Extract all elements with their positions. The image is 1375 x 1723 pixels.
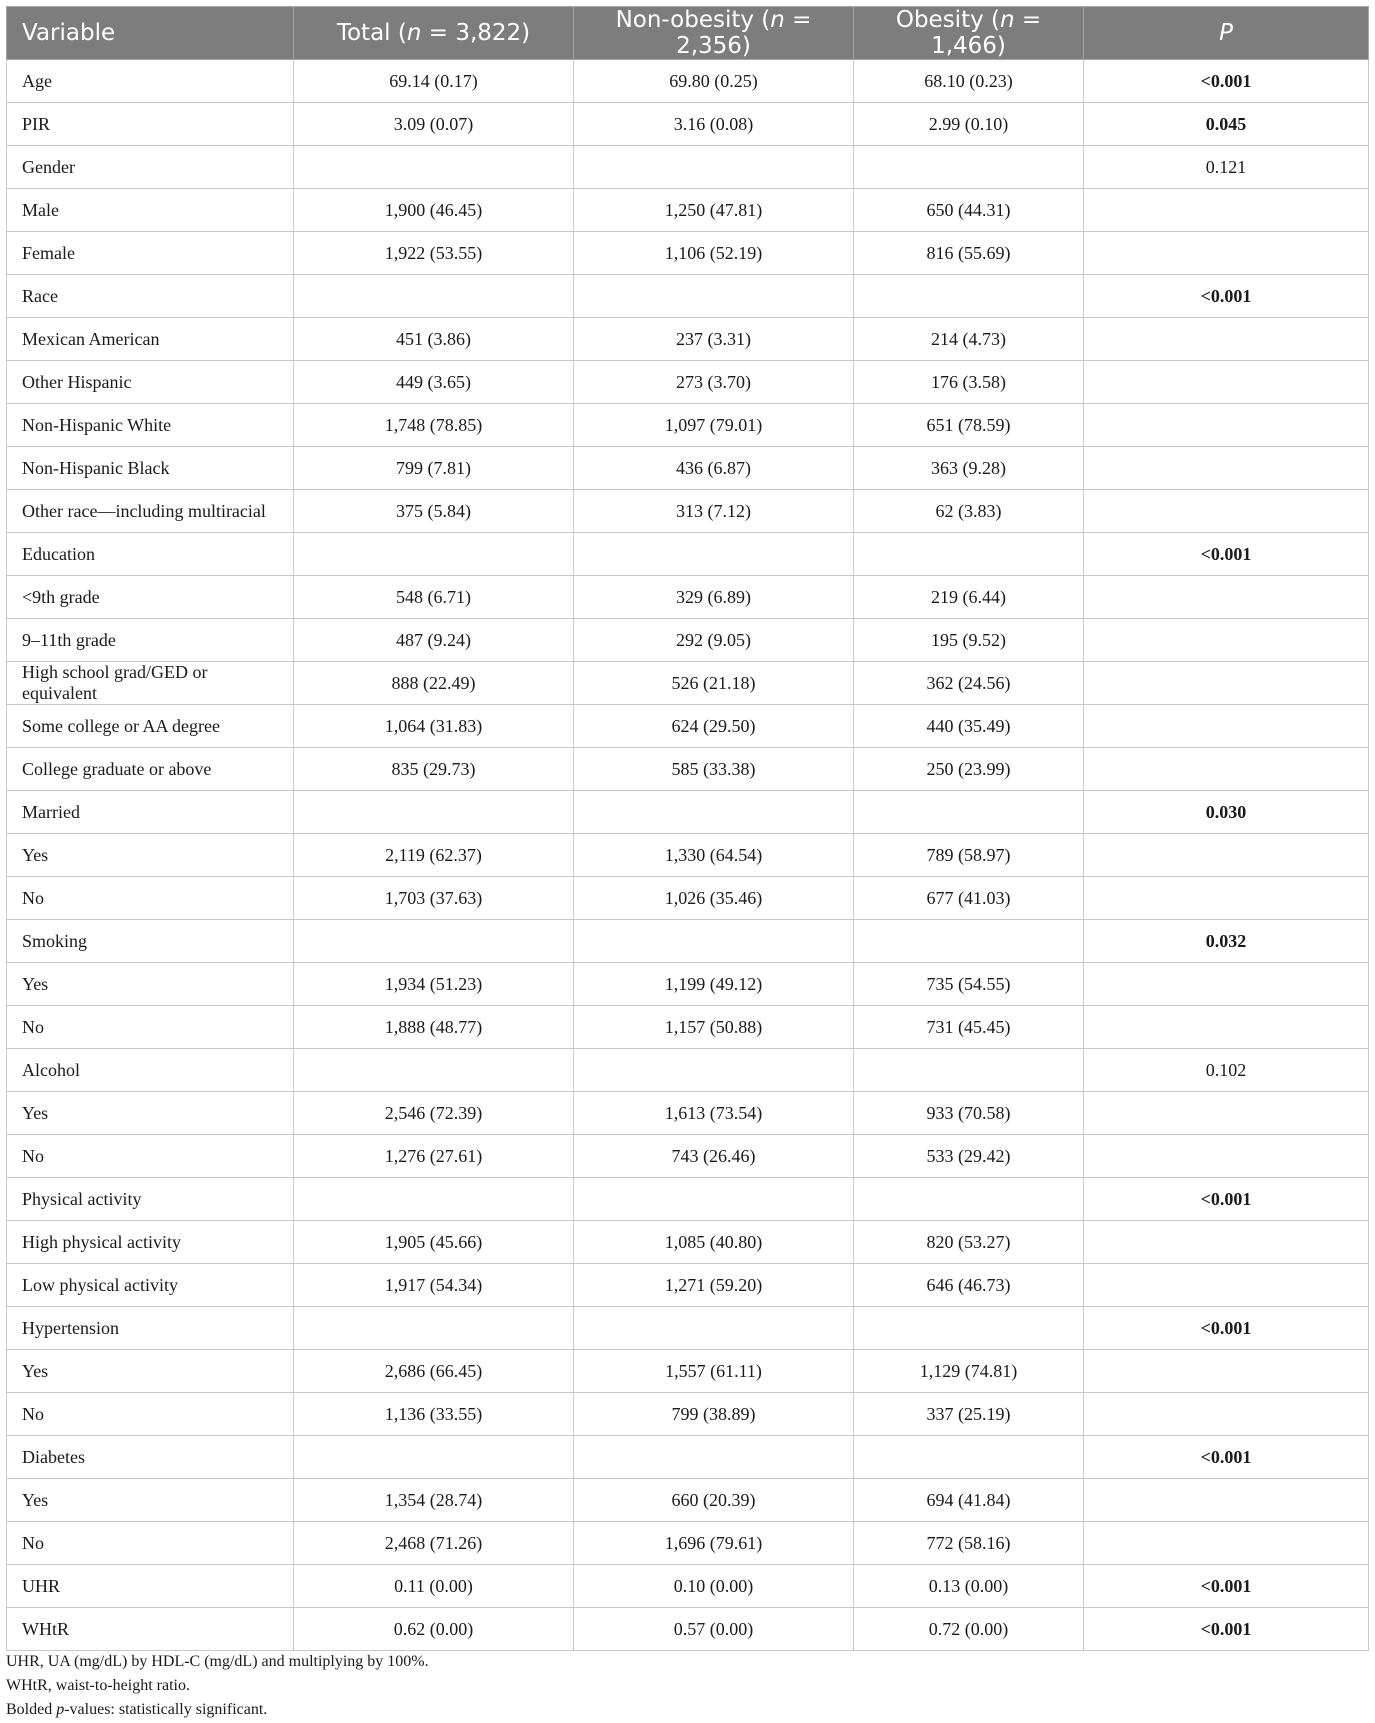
table-row [7,834,1369,877]
cell-total [294,533,574,576]
cell-p-value [1084,1393,1369,1436]
cell-p-value: 0.121 [1084,146,1369,189]
cell-variable: Yes [7,1350,294,1393]
cell-obesity: 933 (70.58) [854,1092,1084,1135]
cell-non-obesity [574,275,854,318]
cell-p-value [1084,963,1369,1006]
cell-non-obesity: 1,557 (61.11) [574,1350,854,1393]
cell-total: 487 (9.24) [294,619,574,662]
cell-obesity: 772 (58.16) [854,1522,1084,1565]
cell-variable: No [7,877,294,920]
table-row [7,1307,1369,1350]
header-p-label: P [1219,20,1233,46]
cell-p-value [1084,834,1369,877]
cell-variable: Education [7,533,294,576]
table-row [7,705,1369,748]
characteristics-table [6,6,1369,1651]
header-obesity-n: n [999,7,1015,33]
characteristics-table-container [6,6,1368,1651]
table-row [7,1479,1369,1522]
table-row [7,533,1369,576]
cell-obesity: 2.99 (0.10) [854,103,1084,146]
cell-non-obesity [574,1178,854,1221]
table-row [7,490,1369,533]
cell-variable: 9–11th grade [7,619,294,662]
cell-non-obesity: 0.57 (0.00) [574,1608,854,1651]
cell-p-value [1084,576,1369,619]
cell-p-value [1084,318,1369,361]
cell-p-value [1084,490,1369,533]
cell-total [294,146,574,189]
cell-non-obesity [574,1436,854,1479]
cell-variable: Mexican American [7,318,294,361]
cell-variable: Physical activity [7,1178,294,1221]
cell-variable: High physical activity [7,1221,294,1264]
table-row [7,146,1369,189]
cell-non-obesity: 1,330 (64.54) [574,834,854,877]
cell-total: 1,905 (45.66) [294,1221,574,1264]
table-row [7,1221,1369,1264]
cell-total: 1,922 (53.55) [294,232,574,275]
table-row [7,963,1369,1006]
cell-obesity: 440 (35.49) [854,705,1084,748]
cell-variable: No [7,1135,294,1178]
header-nonobesity-suffix: = 2,356) [676,7,812,59]
cell-obesity: 1,129 (74.81) [854,1350,1084,1393]
cell-obesity: 337 (25.19) [854,1393,1084,1436]
cell-non-obesity [574,533,854,576]
cell-p-value: <0.001 [1084,533,1369,576]
cell-total: 1,917 (54.34) [294,1264,574,1307]
cell-p-value [1084,705,1369,748]
table-row [7,103,1369,146]
cell-variable: Other race—including multiracial [7,490,294,533]
cell-p-value [1084,1479,1369,1522]
cell-obesity [854,275,1084,318]
header-obesity [854,7,1084,60]
cell-non-obesity: 1,097 (79.01) [574,404,854,447]
cell-total: 799 (7.81) [294,447,574,490]
table-row [7,1264,1369,1307]
cell-non-obesity: 273 (3.70) [574,361,854,404]
cell-variable: Alcohol [7,1049,294,1092]
cell-non-obesity [574,146,854,189]
table-row [7,447,1369,490]
cell-total: 2,119 (62.37) [294,834,574,877]
cell-non-obesity: 526 (21.18) [574,662,854,705]
cell-non-obesity: 329 (6.89) [574,576,854,619]
cell-non-obesity: 1,271 (59.20) [574,1264,854,1307]
cell-variable: <9th grade [7,576,294,619]
cell-variable: Hypertension [7,1307,294,1350]
cell-total [294,275,574,318]
cell-total: 888 (22.49) [294,662,574,705]
cell-obesity [854,920,1084,963]
table-row [7,1049,1369,1092]
cell-total [294,791,574,834]
cell-non-obesity: 1,157 (50.88) [574,1006,854,1049]
table-footnotes [6,1650,1368,1722]
cell-total [294,920,574,963]
table-row [7,1135,1369,1178]
header-obesity-suffix: = 1,466) [931,7,1042,59]
cell-obesity: 816 (55.69) [854,232,1084,275]
cell-variable: Yes [7,963,294,1006]
cell-obesity: 219 (6.44) [854,576,1084,619]
cell-obesity: 651 (78.59) [854,404,1084,447]
cell-non-obesity: 1,106 (52.19) [574,232,854,275]
cell-obesity: 646 (46.73) [854,1264,1084,1307]
cell-non-obesity [574,920,854,963]
cell-obesity: 62 (3.83) [854,490,1084,533]
cell-p-value [1084,1221,1369,1264]
table-body [7,60,1369,1651]
header-total-prefix: Total ( [336,20,407,46]
cell-obesity: 363 (9.28) [854,447,1084,490]
cell-obesity: 0.13 (0.00) [854,1565,1084,1608]
cell-obesity [854,146,1084,189]
cell-non-obesity: 799 (38.89) [574,1393,854,1436]
cell-variable: College graduate or above [7,748,294,791]
table-row [7,1006,1369,1049]
cell-obesity: 362 (24.56) [854,662,1084,705]
table-row [7,920,1369,963]
cell-non-obesity: 292 (9.05) [574,619,854,662]
cell-total: 1,900 (46.45) [294,189,574,232]
cell-obesity: 789 (58.97) [854,834,1084,877]
cell-variable: No [7,1006,294,1049]
header-p [1084,7,1369,60]
cell-obesity [854,1178,1084,1221]
cell-non-obesity: 0.10 (0.00) [574,1565,854,1608]
cell-variable: Race [7,275,294,318]
header-nonobesity-prefix: Non-obesity ( [615,7,771,33]
cell-obesity: 68.10 (0.23) [854,60,1084,103]
header-total-n: n [406,20,422,46]
cell-non-obesity: 1,026 (35.46) [574,877,854,920]
cell-total: 449 (3.65) [294,361,574,404]
cell-total [294,1436,574,1479]
cell-total: 1,064 (31.83) [294,705,574,748]
footnote-bolded [6,1698,1368,1722]
cell-p-value: <0.001 [1084,60,1369,103]
cell-variable: Age [7,60,294,103]
cell-total: 375 (5.84) [294,490,574,533]
cell-obesity: 0.72 (0.00) [854,1608,1084,1651]
cell-obesity: 735 (54.55) [854,963,1084,1006]
cell-obesity: 650 (44.31) [854,189,1084,232]
cell-total: 548 (6.71) [294,576,574,619]
cell-p-value [1084,189,1369,232]
cell-total: 1,934 (51.23) [294,963,574,1006]
cell-p-value: <0.001 [1084,275,1369,318]
footnote-uhr: UHR, UA (mg/dL) by HDL-C (mg/dL) and multiplying by 100%. [6,1653,429,1670]
cell-p-value: <0.001 [1084,1178,1369,1221]
cell-variable: High school grad/GED or equivalent [7,662,294,705]
cell-variable: Other Hispanic [7,361,294,404]
cell-variable: Married [7,791,294,834]
cell-non-obesity: 313 (7.12) [574,490,854,533]
table-row [7,1350,1369,1393]
cell-obesity [854,791,1084,834]
cell-non-obesity: 743 (26.46) [574,1135,854,1178]
cell-p-value: <0.001 [1084,1565,1369,1608]
table-row [7,189,1369,232]
cell-p-value [1084,1350,1369,1393]
cell-non-obesity: 1,613 (73.54) [574,1092,854,1135]
cell-total: 0.11 (0.00) [294,1565,574,1608]
cell-p-value [1084,662,1369,705]
table-row [7,1393,1369,1436]
cell-total: 0.62 (0.00) [294,1608,574,1651]
cell-variable: Some college or AA degree [7,705,294,748]
cell-non-obesity: 1,199 (49.12) [574,963,854,1006]
cell-p-value [1084,447,1369,490]
table-row [7,404,1369,447]
cell-total: 1,748 (78.85) [294,404,574,447]
cell-obesity: 694 (41.84) [854,1479,1084,1522]
cell-variable: Smoking [7,920,294,963]
cell-p-value [1084,1522,1369,1565]
table-row [7,1565,1369,1608]
cell-p-value: <0.001 [1084,1608,1369,1651]
cell-obesity [854,1307,1084,1350]
cell-p-value [1084,232,1369,275]
cell-total: 1,136 (33.55) [294,1393,574,1436]
cell-variable: Gender [7,146,294,189]
cell-p-value [1084,1135,1369,1178]
table-row [7,662,1369,705]
cell-total [294,1178,574,1221]
cell-p-value [1084,1006,1369,1049]
cell-total [294,1307,574,1350]
cell-total: 1,276 (27.61) [294,1135,574,1178]
cell-p-value: 0.032 [1084,920,1369,963]
cell-non-obesity: 624 (29.50) [574,705,854,748]
table-row [7,877,1369,920]
footnote-whtr: WHtR, waist-to-height ratio. [6,1677,190,1694]
table-row [7,1092,1369,1135]
cell-non-obesity [574,1307,854,1350]
footnote-bolded-p: p [56,1701,65,1718]
cell-variable: UHR [7,1565,294,1608]
cell-p-value [1084,877,1369,920]
cell-obesity: 677 (41.03) [854,877,1084,920]
cell-obesity [854,1436,1084,1479]
cell-obesity: 214 (4.73) [854,318,1084,361]
cell-non-obesity: 69.80 (0.25) [574,60,854,103]
cell-variable: No [7,1522,294,1565]
cell-total: 3.09 (0.07) [294,103,574,146]
cell-p-value: <0.001 [1084,1436,1369,1479]
cell-non-obesity: 1,085 (40.80) [574,1221,854,1264]
cell-p-value [1084,404,1369,447]
cell-variable: Diabetes [7,1436,294,1479]
cell-p-value [1084,748,1369,791]
footnote-bolded-suffix: -values: statistically significant. [64,1701,268,1718]
cell-total: 69.14 (0.17) [294,60,574,103]
table-row [7,748,1369,791]
cell-p-value: 0.102 [1084,1049,1369,1092]
cell-variable: Yes [7,1479,294,1522]
table-row [7,791,1369,834]
cell-non-obesity: 237 (3.31) [574,318,854,361]
cell-non-obesity: 1,696 (79.61) [574,1522,854,1565]
cell-p-value [1084,1092,1369,1135]
cell-obesity [854,533,1084,576]
cell-variable: Male [7,189,294,232]
cell-obesity: 533 (29.42) [854,1135,1084,1178]
footnote-bolded-prefix: Bolded [6,1701,57,1718]
cell-total: 1,703 (37.63) [294,877,574,920]
table-row [7,576,1369,619]
cell-total: 2,546 (72.39) [294,1092,574,1135]
cell-non-obesity [574,1049,854,1092]
cell-non-obesity: 3.16 (0.08) [574,103,854,146]
header-total [294,7,574,60]
cell-total [294,1049,574,1092]
cell-variable: WHtR [7,1608,294,1651]
cell-total: 1,888 (48.77) [294,1006,574,1049]
table-row [7,1178,1369,1221]
cell-p-value: 0.030 [1084,791,1369,834]
cell-p-value [1084,619,1369,662]
cell-variable: Yes [7,834,294,877]
cell-variable: Yes [7,1092,294,1135]
cell-variable: Female [7,232,294,275]
cell-non-obesity: 585 (33.38) [574,748,854,791]
cell-total: 835 (29.73) [294,748,574,791]
cell-obesity [854,1049,1084,1092]
cell-p-value [1084,1264,1369,1307]
cell-obesity: 820 (53.27) [854,1221,1084,1264]
cell-non-obesity: 436 (6.87) [574,447,854,490]
cell-variable: Non-Hispanic Black [7,447,294,490]
cell-total: 1,354 (28.74) [294,1479,574,1522]
cell-p-value: <0.001 [1084,1307,1369,1350]
cell-variable: Low physical activity [7,1264,294,1307]
header-non-obesity [574,7,854,60]
cell-total: 2,686 (66.45) [294,1350,574,1393]
header-total-suffix: = 3,822) [421,20,531,46]
cell-total: 451 (3.86) [294,318,574,361]
table-header-row [7,7,1369,60]
cell-obesity: 176 (3.58) [854,361,1084,404]
cell-obesity: 195 (9.52) [854,619,1084,662]
table-row [7,1522,1369,1565]
table-row [7,232,1369,275]
table-row [7,1436,1369,1479]
cell-non-obesity: 1,250 (47.81) [574,189,854,232]
cell-p-value: 0.045 [1084,103,1369,146]
cell-non-obesity [574,791,854,834]
cell-variable: PIR [7,103,294,146]
header-obesity-prefix: Obesity ( [895,7,1000,33]
cell-obesity: 250 (23.99) [854,748,1084,791]
table-row [7,1608,1369,1651]
cell-obesity: 731 (45.45) [854,1006,1084,1049]
cell-p-value [1084,361,1369,404]
table-row [7,275,1369,318]
cell-total: 2,468 (71.26) [294,1522,574,1565]
cell-non-obesity: 660 (20.39) [574,1479,854,1522]
cell-variable: No [7,1393,294,1436]
table-row [7,60,1369,103]
table-row [7,619,1369,662]
table-row [7,361,1369,404]
cell-variable: Non-Hispanic White [7,404,294,447]
table-row [7,318,1369,361]
header-nonobesity-n: n [770,7,785,33]
header-variable: Variable [7,7,294,60]
